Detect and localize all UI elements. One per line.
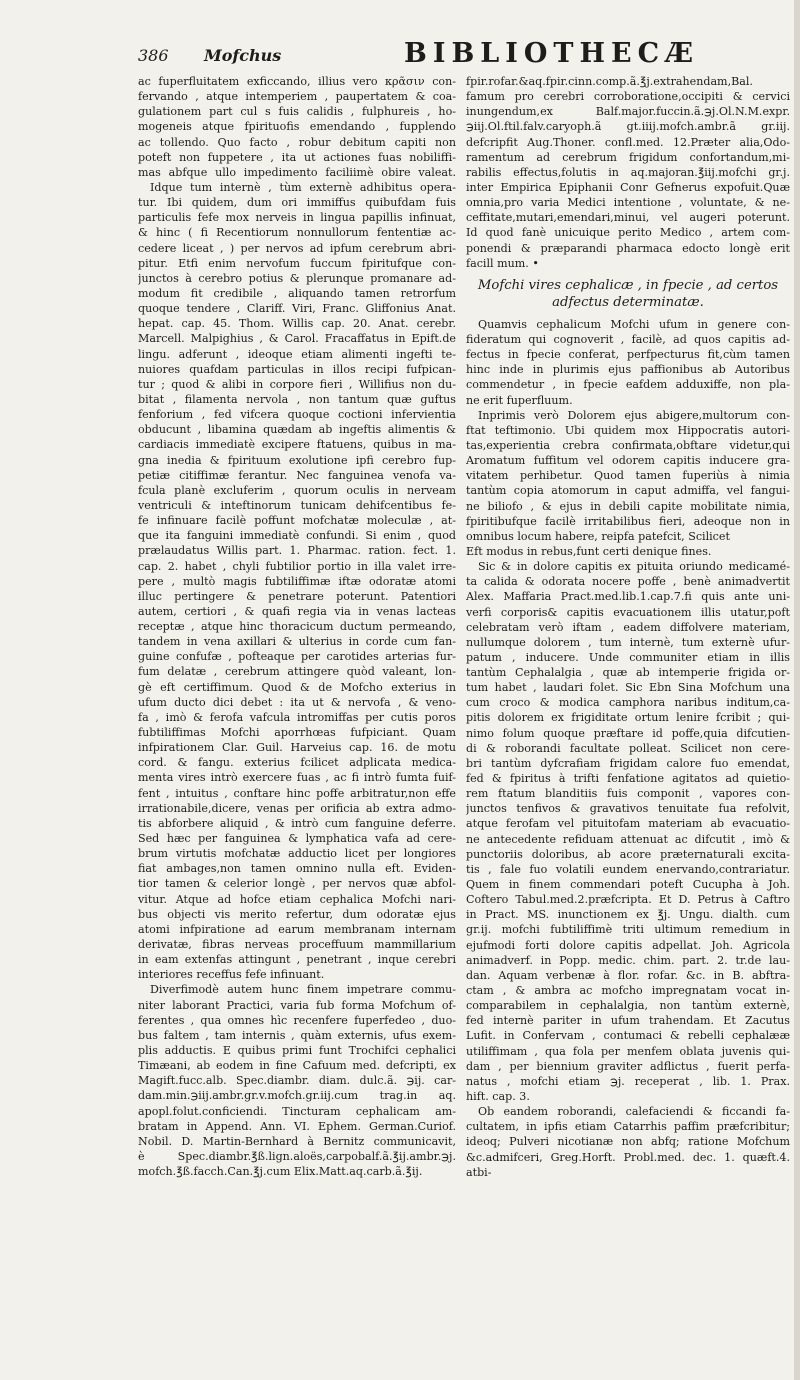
text-line: bus objecti vis merito refertur, dum odoratæ ejus bbox=[138, 907, 456, 921]
text-line: pitis dolorem ex frigiditate ortum lenire fcribit ; qui- bbox=[466, 711, 790, 725]
text-line: menta vires intrò exercere fuas , ac fi intrò fumta fuif- bbox=[138, 771, 456, 785]
text-line: gulationem part cul s fuis calidis , fulphureis , ho- bbox=[138, 105, 456, 119]
text-line: fum delatæ , cerebrum attingere quòd valeant, lon- bbox=[138, 665, 456, 679]
text-line: illuc pertingere & penetrare poterunt. Patentiori bbox=[138, 589, 456, 603]
text-line: tis , fale fuo volatili eundem enervando,contrariatur. bbox=[466, 862, 790, 876]
text-line: mofch.℥ß.facch.Can.℥j.cum Elix.Matt.aq.carb.ã.℥ij. bbox=[138, 1165, 423, 1179]
text-line: mas abfque ullo impedimento faciliimè obire valeat. bbox=[138, 165, 456, 179]
text-line: punctoriis doloribus, ab acore præternaturali excita- bbox=[466, 847, 790, 861]
text-line: Ob eandem roborandi, calefaciendi & ficcandi fa- bbox=[478, 1105, 790, 1119]
text-line: in Pract. MS. inunctionem ex ℥j. Ungu. dialth. cum bbox=[466, 908, 790, 922]
page-edge bbox=[794, 0, 800, 1380]
text-line: nullumque dolorem , tum internè, tum externè ufur- bbox=[466, 635, 790, 649]
text-line: omnia,pro varia Medici intentione , voluntate, & ne- bbox=[466, 196, 790, 210]
text-line: Magift.fucc.alb. Spec.diambr. diam. dulc.ã. ℈ij. car- bbox=[138, 1074, 456, 1088]
text-line: Coftero Tabul.med.2.præfcripta. Et D. Petrus à Caftro bbox=[466, 893, 790, 907]
text-line: &c.admifceri, Greg.Horft. Probl.med. dec. 1. quæft.4. bbox=[466, 1150, 790, 1164]
text-line: ideoq; Pulveri nicotianæ non abfq; ratione Mofchum bbox=[466, 1135, 790, 1149]
text-line: ventriculi & inteftinorum tunicam dehifcentibus fe- bbox=[138, 498, 456, 512]
text-line: facill mum. • bbox=[466, 256, 539, 270]
text-line: inungendum,ex Balf.major.fuccin.ã.℈j.Ol.N.M.expr. bbox=[466, 105, 790, 119]
text-line: tandem in vena axillari & ulterius in corde cum fan- bbox=[138, 635, 456, 649]
text-line: Sed hæc per fanguinea & lymphatica vafa ad cere- bbox=[138, 832, 456, 846]
text-line: animadverf. in Popp. medic. chim. part. 2. tr.de lau- bbox=[466, 953, 790, 967]
text-line: bri tantùm dyfcrafiam frigidam calore fuo emendat, bbox=[466, 756, 790, 770]
text-line: fubtiliffimas Mofchi aporrhœas fufpiciant. Quam bbox=[138, 726, 456, 740]
text-line: ftat teftimonio. Ubi quidem mox Hippocratis autori- bbox=[466, 423, 790, 437]
text-line: receptæ , atque hinc thoracicum ductum permeando, bbox=[138, 620, 456, 634]
text-line: autem, certiori , & quafi regia via in venas lacteas bbox=[138, 604, 456, 618]
text-line: interiores receffus fefe infinuant. bbox=[138, 968, 325, 982]
page-header bbox=[138, 36, 788, 70]
text-line: bus faltem , tam internis , quàm externis, ufus exem- bbox=[138, 1028, 456, 1042]
text-line: dan. Aquam verbenæ à flor. rofar. &c. in B. abftra- bbox=[466, 968, 790, 982]
text-line: cord. & fangu. exterius fcilicet adplicata medica- bbox=[138, 756, 456, 770]
text-line: fpiritibufque facilè irritabilibus fieri, adeoque non in bbox=[466, 514, 790, 528]
text-line: fe infinuare facilè poffunt mofchatæ moleculæ , at- bbox=[138, 514, 456, 528]
text-line: dam.min.℈iij.ambr.gr.v.mofch.gr.iij.cum trag.in aq. bbox=[138, 1089, 456, 1103]
text-line: gr.ij. mofchi fubtiliffimè triti ultimum remedium in bbox=[466, 923, 790, 937]
text-line: bitat , filamenta nervola , non tantum quæ guftus bbox=[138, 392, 456, 406]
text-line: ejufmodi forti dolore capitis adpellat. Joh. Agricola bbox=[466, 938, 790, 952]
text-line: Inprimis verò Dolorem ejus abigere,multorum con- bbox=[478, 408, 790, 422]
text-line: nuiores quafdam particulas in illos recipi fufpican- bbox=[138, 362, 456, 376]
text-line: cum croco & modica camphora naribus inditum,ca- bbox=[466, 696, 790, 710]
text-line: ramentum ad cerebrum frigidum confortandum,mi- bbox=[466, 150, 790, 164]
text-line: Alex. Maffaria Pract.med.lib.1.cap.7.fi quis ante uni- bbox=[466, 590, 790, 604]
text-line: Aromatum fuffitum vel odorem capitis inducere gra- bbox=[466, 454, 790, 468]
text-line: obducunt , libamina quædam ab ingeftis alimentis & bbox=[138, 423, 456, 437]
section-heading: Mofchi vires cephalicæ , in fpecie , ad certos bbox=[477, 277, 779, 293]
text-line: mogeneis atque fpirituofis emendando , fupplendo bbox=[138, 120, 456, 134]
text-line: famum pro cerebri corroboratione,occipiti & cervici bbox=[466, 90, 790, 104]
text-line: Id quod fanè unicuique perito Medico , artem com- bbox=[466, 226, 790, 240]
text-line: comparabilem in cephalalgia, non tantùm externè, bbox=[466, 999, 790, 1013]
text-line: rabilis effectus,folutis in aq.majoran.℥iij.mofchi gr.j. bbox=[466, 165, 790, 179]
text-line: tur. Ibi quidem, dum ori immiffus quibufdam fuis bbox=[138, 196, 456, 210]
text-line: Marcell. Malpighius , & Carol. Fracaffatus in Epift.de bbox=[138, 332, 456, 346]
text-line: hift. cap. 3. bbox=[466, 1090, 530, 1103]
text-line: ta calida & odorata nocere poffe , benè animadvertit bbox=[466, 575, 790, 589]
text-line: tantùm Cephalalgia , quæ ab intemperie frigida or- bbox=[466, 666, 790, 680]
running-head: Mofchus bbox=[204, 46, 282, 65]
text-line: ac tollendo. Quo facto , robur debitum capiti non bbox=[138, 135, 456, 149]
text-line: quoque tendere , Clariff. Viri, Franc. Gliffonius Anat. bbox=[138, 302, 456, 316]
text-line: lingu. adferunt , ideoque etiam alimenti ingefti te- bbox=[138, 347, 456, 361]
text-line: hinc inde in plurimis ejus paffionibus ab Autoribus bbox=[466, 363, 790, 377]
text-line: ne biliofo , & ejus in debili capite mobilitate nimia, bbox=[466, 499, 790, 513]
text-line: fenforium , fed vifcera quoque coctioni infervientia bbox=[138, 408, 456, 422]
text-line: Nobil. D. Martin-Bernhard à Bernitz communicavit, bbox=[138, 1134, 456, 1148]
text-line: dam , per biennium graviter adflictus , fuerit perfa- bbox=[466, 1059, 790, 1073]
text-line: modum fit credibile , aliquando tamen retrorfum bbox=[138, 286, 456, 300]
text-line: vitur. Atque ad hofce etiam cephalica Mofchi nari- bbox=[138, 892, 456, 906]
left-column bbox=[138, 74, 456, 1179]
text-line: Idque tum internè , tùm externè adhibitus opera- bbox=[150, 180, 456, 194]
text-line: gna inedia & fpirituum exolutione ipfi cerebro fup- bbox=[138, 453, 456, 467]
text-line: cardiacis immediatè excipere ftatuens, quibus in ma- bbox=[138, 438, 456, 452]
text-line: Lufit. in Confervam , contumaci & rebelli cephalææ bbox=[466, 1029, 790, 1043]
text-line: tior tamen & celerior longè , per nervos quæ abfol- bbox=[138, 877, 456, 891]
text-line: Eft modus in rebus,funt certi denique fines. bbox=[466, 544, 712, 558]
text-line: ac fuperfluitatem exficcando, illius vero κρᾶσιν con- bbox=[138, 75, 456, 88]
text-line: fideratum qui cognoverit , facilè, ad quos capitis ad- bbox=[466, 332, 790, 346]
text-line: inter Empirica Epiphanii Conr Gefnerus expofuit.Quæ bbox=[466, 180, 790, 194]
text-line: Quem in finem commendari poteft Cucupha à Joh. bbox=[466, 878, 790, 892]
text-line: ufum ducto dici debet : ita ut & nervofa , & veno- bbox=[138, 695, 456, 709]
text-line: fed & fpiritus à trifti fenfatione agitatos ad quietio- bbox=[466, 772, 790, 786]
text-line: ℈iij.Ol.ftil.falv.caryoph.ã gt.iiij.mofch.ambr.ã gr.iij. bbox=[466, 120, 790, 134]
text-line: cedere liceat , ) per nervos ad ipfum cerebrum abri- bbox=[138, 241, 456, 255]
text-line: tur ; quod & alibi in corpore fieri , Willifius non du- bbox=[138, 377, 456, 391]
text-line: ctam , & ambra ac mofcho impregnatam vocat in- bbox=[466, 984, 790, 998]
text-line: gè eft certiffimum. Quod & de Mofcho exterius in bbox=[138, 680, 456, 694]
text-line: atque ferofam vel pituitofam materiam ab evacuatio- bbox=[466, 817, 790, 831]
text-line: in eam extenfas attingunt , penetrant , inque cerebri bbox=[138, 953, 456, 967]
text-line: junctos à cerebro potius & plerunque promanare ad- bbox=[138, 271, 456, 285]
text-line: particulis fefe mox nerveis in lingua papillis infinuat, bbox=[138, 211, 456, 225]
text-line: niter laborant Practici, varia fub forma Mofchum of- bbox=[138, 998, 456, 1012]
text-line: nimo folum quoque præftare id poffe,quia difcutien- bbox=[466, 726, 790, 740]
text-line: utiliffimam , qua fola per menfem oblata juvenis qui- bbox=[466, 1044, 790, 1058]
text-line: fpir.rofar.&aq.fpir.cinn.comp.ã.℥j.extrahendam,Bal. bbox=[466, 75, 753, 88]
text-line: ceffitate,mutari,emendari,minui, vel augeri poterunt. bbox=[466, 211, 790, 225]
text-line: ne antecedente refiduam attenuat ac difcutit , imò & bbox=[466, 832, 790, 846]
right-column bbox=[466, 74, 790, 1180]
text-line: hepat. cap. 45. Thom. Willis cap. 20. Anat. cerebr. bbox=[138, 317, 456, 331]
text-line: omnibus locum habere, reipfa patefcit, Scilicet bbox=[466, 529, 730, 543]
text-line: que ita fanguini immediatè confundi. Si enim , quod bbox=[138, 529, 456, 543]
text-line: fervando , atque intemperiem , paupertatem & coa- bbox=[138, 90, 456, 104]
text-line: junctos tenfivos & gravativos tenuitate fua refolvit, bbox=[466, 802, 790, 816]
text-line: & hinc ( fi Recentiorum nonnullorum fententiæ ac- bbox=[138, 226, 456, 240]
text-line: di & roborandi facultate polleat. Scilicet non cere- bbox=[466, 741, 790, 755]
text-line: ne erit fuperfluum. bbox=[466, 393, 573, 407]
text-line: vitatem perhibetur. Quod tamen fuperiùs à nimia bbox=[466, 469, 790, 483]
text-line: rem ftatum blanditiis fuis componit , vapores con- bbox=[466, 787, 790, 801]
text-line: derivatæ, fibras nerveas proceffuum mammillarium bbox=[138, 938, 456, 952]
text-line: tas,experientia crebra confirmata,obftare videtur,qui bbox=[466, 438, 790, 452]
text-line: atomi infpiratione ad earum membranam internam bbox=[138, 922, 456, 936]
text-line: pitur. Etfi enim nervofum fuccum fpiritufque con- bbox=[138, 256, 456, 270]
text-line: tum habet , laudari folet. Sic Ebn Sina Mofchum una bbox=[466, 681, 790, 695]
text-line: prælaudatus Willis part. 1. Pharmac. ration. fect. 1. bbox=[138, 544, 456, 558]
text-line: fa , imò & ferofa vafcula intromiffas per cutis poros bbox=[138, 710, 456, 724]
page-number: 386 bbox=[138, 46, 169, 65]
text-line: infpirationem Clar. Guil. Harveius cap. 16. de motu bbox=[138, 741, 456, 755]
text-line: celebratam verò iftam , eadem diffolvere materiam, bbox=[466, 620, 790, 634]
text-line: tis abforbere aliquid , & intrò cum fanguine deferre. bbox=[138, 816, 456, 830]
text-line: petiæ citiffimæ ferantur. Nec fanguinea venofa va- bbox=[138, 468, 456, 482]
text-line: irrationabile,dicere, venas per orificia ab extra admo- bbox=[138, 801, 456, 815]
text-line: fiat ambages,non tamen omnino nulla eft. Eviden- bbox=[138, 862, 456, 876]
text-line: plis adductis. E quibus primi funt Trochifci cephalici bbox=[138, 1044, 456, 1057]
text-line: Diverfimodè autem hunc finem impetrare commu- bbox=[150, 983, 456, 997]
section-title: BIBLIOTHECÆ bbox=[404, 38, 699, 69]
text-line: bratam in Append. Ann. VI. Ephem. German.Curiof. bbox=[138, 1119, 456, 1133]
text-line: cap. 2. habet , chyli fubtilior portio in illa valet irre- bbox=[138, 559, 456, 573]
text-line: commendetur , in fpecie eafdem adduxiffe, non pla- bbox=[466, 378, 790, 392]
text-line: fed internè pariter in ufum trahendam. Et Zacutus bbox=[466, 1014, 790, 1028]
text-line: Timæani, ab eodem in fine Cafuum med. defcripti, ex bbox=[138, 1059, 456, 1073]
text-line: cultatem, in ipfis etiam Catarrhis paffim præfcribitur; bbox=[466, 1120, 790, 1134]
section-heading: adfectus determinatæ. bbox=[552, 294, 704, 310]
text-line: Sic & in dolore capitis ex pituita oriundo medicamé- bbox=[478, 560, 790, 574]
text-line: verfi corporis& capitis evacuationem illis utatur,poft bbox=[466, 605, 790, 619]
text-line: tantùm copia atomorum in caput admiffa, vel fangui- bbox=[466, 484, 790, 498]
text-line: poteft non fuppetere , ita ut actiones fuas nobiliffi- bbox=[138, 150, 456, 164]
text-line: Quamvis cephalicum Mofchi ufum in genere con- bbox=[478, 317, 790, 331]
text-line: guine confufæ , pofteaque per carotides arterias fur- bbox=[138, 650, 456, 664]
text-line: è Spec.diambr.℥ß.lign.aloës,carpobalf.ã.℥ij.ambr.℈j. bbox=[138, 1149, 456, 1163]
text-line: pere , multò magis fubtiliffimæ iftæ odoratæ atomi bbox=[138, 574, 456, 588]
text-line: natus , mofchi etiam ℈j. receperat , lib. 1. Prax. bbox=[466, 1074, 790, 1088]
text-line: fent , intuitus , conftare hinc poffe arbitratur,non effe bbox=[138, 786, 456, 800]
text-line: patum , inducere. Unde communiter etiam in illis bbox=[466, 650, 790, 664]
text-line: brum virtutis mofchatæ adductio licet per longiores bbox=[138, 847, 456, 861]
text-line: atbi- bbox=[466, 1165, 492, 1179]
text-line: ponendi & præparandi pharmaca edocto longè erit bbox=[466, 241, 790, 255]
text-line: fcula planè excluferim , quorum oculis in nerveam bbox=[138, 483, 456, 497]
text-line: apopl.folut.conficiendi. Tincturam cephalicam am- bbox=[138, 1104, 456, 1118]
text-line: ferentes , qua omnes hìc recenfere fuperfedeo , duo- bbox=[138, 1013, 456, 1027]
text-line: defcripfit Aug.Thoner. confl.med. 12.Præter alia,Odo- bbox=[466, 135, 790, 149]
text-line: fectus in fpecie conferat, perfpecturus fit,cùm tamen bbox=[466, 348, 790, 362]
